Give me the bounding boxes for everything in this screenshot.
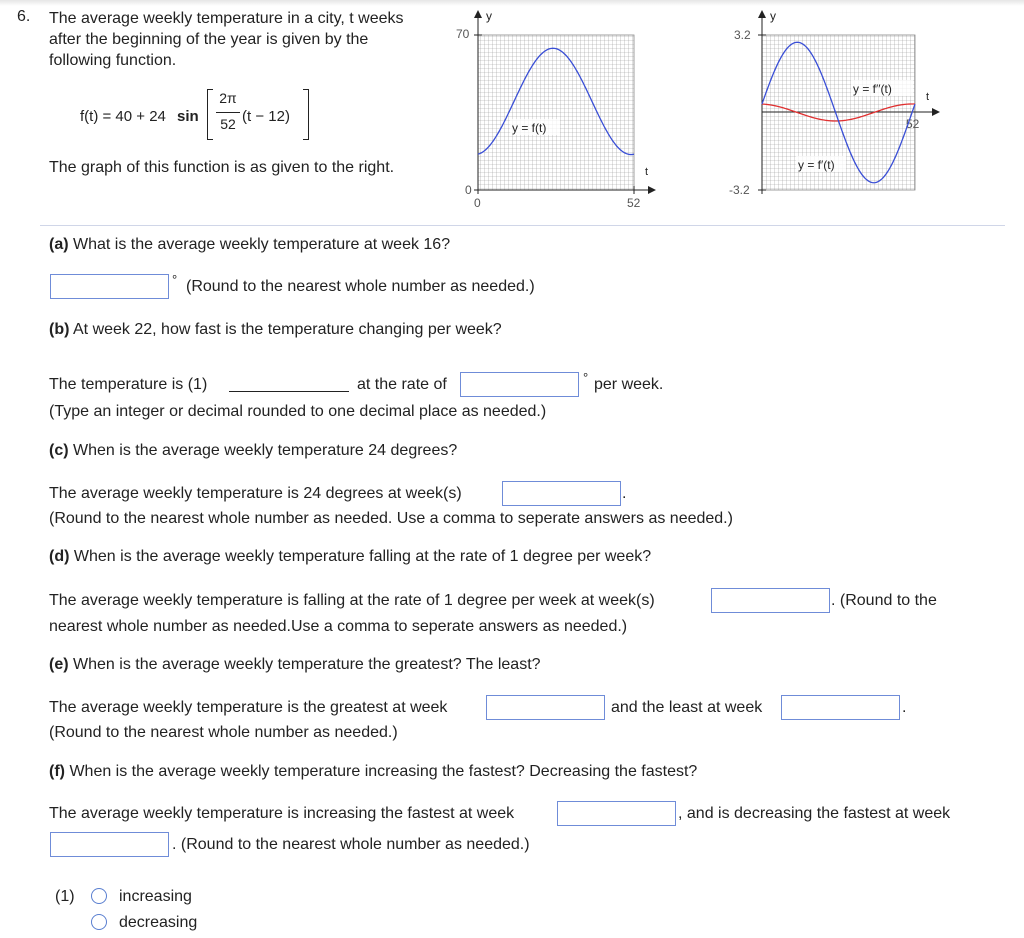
formula-sin: sin (177, 108, 199, 125)
part-f-tag: (f) (49, 763, 65, 780)
graph-d-x-arrow (932, 108, 940, 116)
question-number: 6. (17, 8, 31, 25)
intro-line-3: following function. (49, 52, 177, 69)
graph-f-xmax: 52 (627, 196, 641, 210)
part-b-hint: (Type an integer or decimal rounded to one decimal place as needed.) (49, 403, 547, 420)
part-d-sentence: The average weekly temperature is falling at the rate of 1 degree per week at week(s) (49, 592, 655, 609)
radio-increasing[interactable] (91, 888, 107, 904)
graph-note: The graph of this function is as given to the right. (49, 159, 395, 176)
formula-lhs: f(t) = 40 + 24 (80, 108, 166, 125)
graph-d-ymax: 3.2 (734, 28, 751, 42)
graph-d-x-label: t (926, 91, 930, 103)
graph-f-x-arrow (648, 186, 656, 194)
fraction-denominator: 52 (220, 116, 236, 132)
part-b-question (49, 321, 502, 339)
part-b-text: At week 22, how fast is the temperature changing per week? (73, 321, 502, 338)
part-a-answer-input[interactable] (50, 274, 169, 299)
graph-f-y-arrow (474, 10, 482, 18)
part-a-question (49, 236, 450, 254)
graph-f-grid (478, 35, 634, 190)
part-d-tag: (d) (49, 548, 70, 565)
part-c-hint: (Round to the nearest whole number as needed. Use a comma to seperate answers as needed.) (49, 510, 733, 527)
graph-d-ymin: -3.2 (729, 183, 750, 197)
part-b-degree: ° (583, 370, 589, 385)
choice-increasing-label[interactable]: increasing (119, 888, 192, 905)
graph-d-y-arrow (758, 10, 766, 18)
part-e-greatest-input[interactable] (486, 695, 605, 720)
part-e-period: . (902, 699, 907, 716)
part-e-sentence-mid: and the least at week (611, 699, 763, 716)
fraction-numerator: 2π (219, 90, 237, 106)
part-d-answer-input[interactable] (711, 588, 830, 613)
graph-f-ymax: 70 (456, 27, 470, 41)
part-f-question (49, 763, 697, 781)
graph-f-xmin: 0 (474, 196, 481, 210)
intro-line-1: The average weekly temperature in a city, t weeks (49, 10, 404, 27)
part-c-sentence: The average weekly temperature is 24 degrees at week(s) (49, 485, 462, 502)
part-b-rate-input[interactable] (460, 372, 579, 397)
graph-f-y-label: y (486, 9, 492, 23)
part-a-hint: (Round to the nearest whole number as needed.) (186, 278, 535, 295)
intro-line-2: after the beginning of the year is given by the (49, 31, 369, 48)
radio-decreasing[interactable] (91, 914, 107, 930)
part-d-text: When is the average weekly temperature falling at the rate of 1 degree per week? (73, 548, 652, 565)
left-bracket (207, 89, 213, 140)
graph-d-curve2-label: y = f′(t) (798, 158, 835, 172)
part-d-hint: nearest whole number as needed.Use a comma to seperate answers as needed.) (49, 618, 628, 635)
part-a-degree: ° (172, 272, 178, 287)
part-c-text: When is the average weekly temperature 24 degrees? (73, 442, 458, 459)
part-f-increasing-input[interactable] (557, 801, 676, 826)
graph-d-xmax: 52 (906, 117, 920, 131)
part-f-text: When is the average weekly temperature increasing the fastest? Decreasing the fastest? (69, 763, 698, 780)
section-divider (40, 225, 1005, 226)
fraction-bar (216, 112, 240, 113)
right-bracket (303, 89, 309, 140)
choice-decreasing-label[interactable]: decreasing (119, 914, 198, 931)
part-e-sentence-start: The average weekly temperature is the greatest at week (49, 699, 448, 716)
choices-tag: (1) (55, 888, 75, 905)
part-b-sentence-mid: at the rate of (357, 376, 447, 393)
part-b-tag: (b) (49, 321, 70, 338)
part-d-question (49, 548, 651, 566)
part-e-text: When is the average weekly temperature the greatest? The least? (73, 656, 541, 673)
part-e-tag: (e) (49, 656, 69, 673)
question-intro (49, 8, 404, 71)
part-c-period: . (622, 485, 627, 502)
part-c-question (49, 442, 457, 460)
part-f-hint: . (Round to the nearest whole number as needed.) (172, 836, 530, 853)
part-b-sentence-start: The temperature is (1) (49, 376, 208, 393)
graph-f-curve-label: y = f(t) (512, 121, 547, 135)
part-a-tag: (a) (49, 236, 69, 253)
part-d-after-box: . (Round to the (831, 592, 937, 609)
graph-d-curve1-label: y = f′′(t) (853, 82, 892, 96)
part-b-dropdown-blank[interactable] (229, 391, 349, 392)
graph-f-ymin: 0 (465, 183, 472, 197)
formula-tail: (t − 12) (242, 108, 290, 125)
part-b-sentence-end: per week. (594, 376, 664, 393)
part-e-question (49, 656, 541, 674)
top-shadow (0, 0, 1024, 6)
part-c-answer-input[interactable] (502, 481, 621, 506)
part-e-hint: (Round to the nearest whole number as needed.) (49, 724, 398, 741)
part-e-least-input[interactable] (781, 695, 900, 720)
graph-derivatives (726, 8, 946, 214)
part-c-tag: (c) (49, 442, 69, 459)
graph-d-y-label: y (770, 9, 776, 23)
part-f-decreasing-input[interactable] (50, 832, 169, 857)
part-f-sentence-start: The average weekly temperature is increasing the fastest at week (49, 805, 515, 822)
part-f-sentence-mid: , and is decreasing the fastest at week (678, 805, 951, 822)
graph-f (440, 8, 670, 214)
graph-f-x-label: t (645, 166, 649, 178)
part-a-text: What is the average weekly temperature at week 16? (73, 236, 451, 253)
